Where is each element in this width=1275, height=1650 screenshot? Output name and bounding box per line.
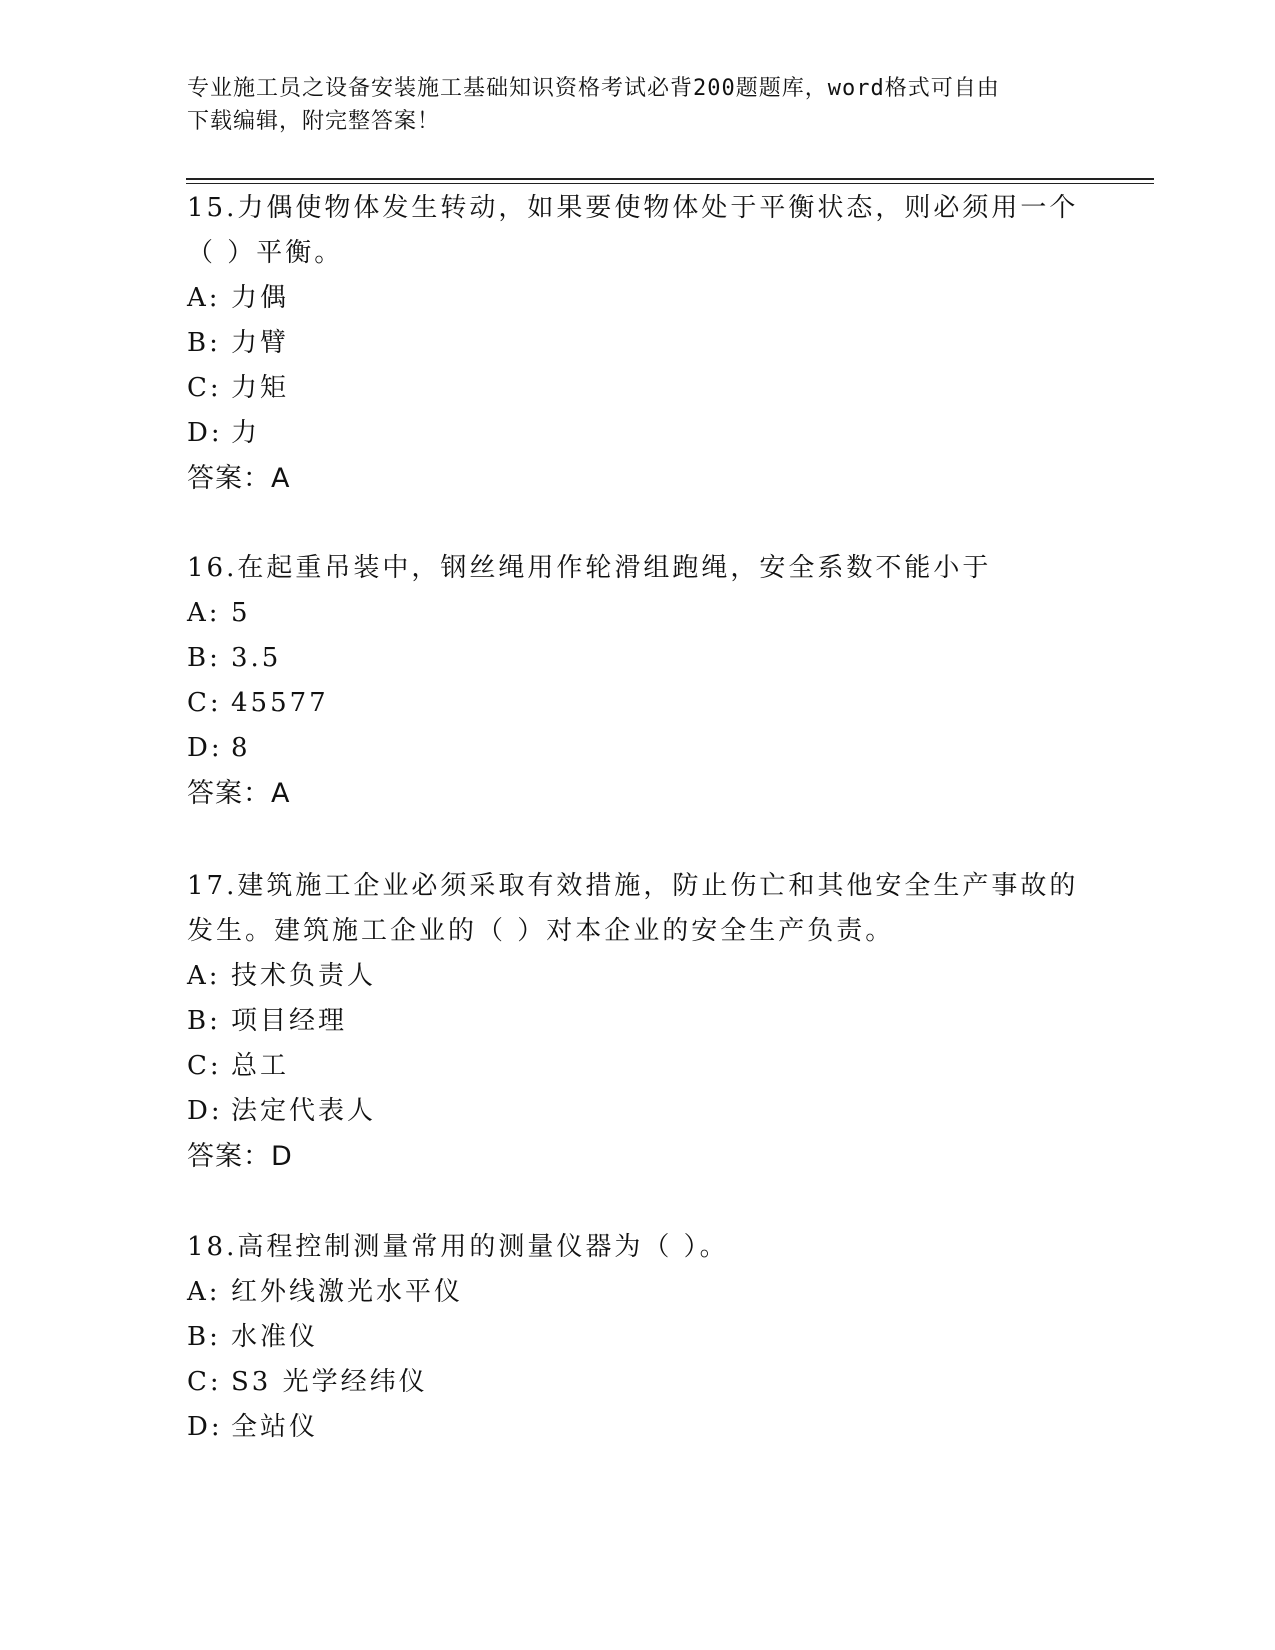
option-letter: A: — [187, 1277, 221, 1307]
option-b — [187, 1315, 1087, 1360]
option-text: 全站仪 — [231, 1412, 319, 1442]
option-d — [187, 726, 1087, 771]
option-letter: D: — [187, 418, 223, 448]
option-letter: D: — [187, 1412, 223, 1442]
question-stem-line-1: 18.高程控制测量常用的测量仪器为（ ）。 — [187, 1232, 729, 1262]
option-text: S3 光学经纬仪 — [231, 1367, 428, 1397]
question-18 — [187, 1225, 1087, 1450]
option-text: 力矩 — [231, 373, 290, 403]
document-header — [187, 72, 1087, 138]
option-c — [187, 681, 1087, 726]
option-letter: A: — [187, 961, 221, 991]
option-letter: D: — [187, 733, 223, 763]
option-text: 45577 — [231, 688, 329, 718]
header-line-1: 专业施工员之设备安装施工基础知识资格考试必背200题题库，word格式可自由 — [187, 76, 1000, 101]
option-d — [187, 411, 1087, 456]
answer: 答案：A — [187, 778, 291, 809]
option-text: 技术负责人 — [231, 961, 377, 991]
question-stem-line-2: （ ）平衡。 — [187, 238, 344, 268]
option-a — [187, 276, 1087, 321]
option-a — [187, 591, 1087, 636]
option-text: 8 — [231, 733, 251, 763]
option-letter: C: — [187, 1367, 222, 1397]
option-c — [187, 1360, 1087, 1405]
question-15 — [187, 186, 1087, 501]
option-letter: A: — [187, 283, 221, 313]
question-stem-line-2: 发生。建筑施工企业的（ ）对本企业的安全生产负责。 — [187, 916, 895, 946]
option-letter: A: — [187, 598, 221, 628]
option-letter: B: — [187, 328, 221, 358]
option-c — [187, 1044, 1087, 1089]
option-letter: D: — [187, 1096, 223, 1126]
question-stem-line-1: 15.力偶使物体发生转动，如果要使物体处于平衡状态，则必须用一个 — [187, 193, 1079, 223]
question-stem-line-1: 17.建筑施工企业必须采取有效措施，防止伤亡和其他安全生产事故的 — [187, 871, 1079, 901]
option-text: 力臂 — [231, 328, 290, 358]
option-text: 红外线激光水平仪 — [231, 1277, 464, 1307]
option-b — [187, 999, 1087, 1044]
option-text: 3.5 — [231, 643, 282, 673]
option-text: 项目经理 — [231, 1006, 348, 1036]
header-divider-thin — [186, 183, 1154, 184]
question-stem-line-1: 16.在起重吊装中，钢丝绳用作轮滑组跑绳，安全系数不能小于 — [187, 553, 992, 583]
option-a — [187, 1270, 1087, 1315]
option-b — [187, 636, 1087, 681]
option-text: 水准仪 — [231, 1322, 319, 1352]
option-a — [187, 954, 1087, 999]
question-17 — [187, 864, 1087, 1179]
header-line-2: 下载编辑，附完整答案！ — [187, 109, 441, 134]
option-letter: B: — [187, 1322, 221, 1352]
option-letter: C: — [187, 688, 222, 718]
option-c — [187, 366, 1087, 411]
option-letter: C: — [187, 373, 222, 403]
option-text: 法定代表人 — [231, 1096, 377, 1126]
answer: 答案：A — [187, 463, 291, 494]
option-b — [187, 321, 1087, 366]
option-text: 力偶 — [231, 283, 290, 313]
header-divider-thick — [186, 178, 1154, 180]
option-d — [187, 1089, 1087, 1134]
option-letter: B: — [187, 643, 221, 673]
question-16 — [187, 546, 1087, 816]
answer: 答案：D — [187, 1141, 293, 1172]
option-text: 5 — [231, 598, 251, 628]
option-text: 总工 — [231, 1051, 290, 1081]
option-letter: C: — [187, 1051, 222, 1081]
option-d — [187, 1405, 1087, 1450]
option-text: 力 — [231, 418, 261, 448]
option-letter: B: — [187, 1006, 221, 1036]
